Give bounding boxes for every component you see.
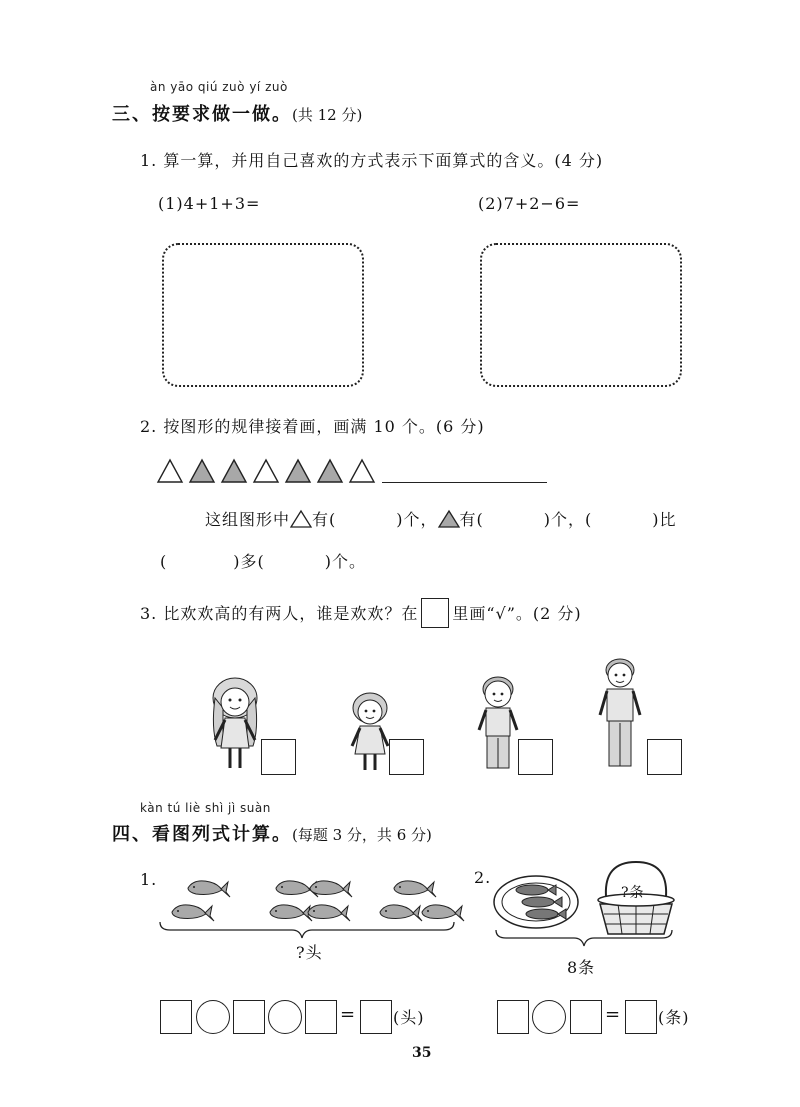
q2-line1-c: )个， xyxy=(396,510,438,529)
eq2-unit: (条) xyxy=(658,1008,690,1027)
q2-line2-c: )个。 xyxy=(324,552,366,571)
white-triangle-icon xyxy=(158,460,182,482)
triangle-pattern xyxy=(158,458,388,484)
q3-text-a: 3. 比欢欢高的有两人，谁是欢欢？在 xyxy=(140,604,419,623)
checkbox-girl-2[interactable] xyxy=(389,739,424,775)
whale-icon xyxy=(394,881,436,897)
white-triangle-icon xyxy=(254,460,278,482)
q2-line1-d: 有( xyxy=(459,510,484,529)
q1-expr2: (2)7+2−6= xyxy=(478,194,581,213)
eq1-operator-1[interactable] xyxy=(196,1000,230,1034)
whale-icon xyxy=(270,905,312,921)
q3-text xyxy=(140,598,582,628)
whale-icon xyxy=(380,905,422,921)
eq1-operator-2[interactable] xyxy=(268,1000,302,1034)
section3-title: 三、按要求做一做。 xyxy=(112,104,292,125)
boy-tall-figure xyxy=(595,655,645,775)
draw-line[interactable] xyxy=(382,482,547,483)
q2-line2-a: ( xyxy=(160,552,168,571)
gray-triangle-icon xyxy=(286,460,310,482)
q1-text: 1. 算一算，并用自己喜欢的方式表示下面算式的含义。(4 分) xyxy=(140,151,604,170)
eq1-box-3[interactable] xyxy=(305,1000,337,1034)
answer-box-2[interactable] xyxy=(480,243,682,387)
white-triangle-icon xyxy=(290,510,312,528)
page-number: 35 xyxy=(412,1045,432,1061)
section3-score: (共 12 分) xyxy=(292,106,363,124)
gray-triangle-icon xyxy=(190,460,214,482)
eq2-equals: = xyxy=(605,1004,622,1025)
checkbox-girl-1[interactable] xyxy=(261,739,296,775)
eq1-box-1[interactable] xyxy=(160,1000,192,1034)
p1-number: 1. xyxy=(140,870,158,889)
p1-brace xyxy=(160,922,454,938)
whale-icon xyxy=(422,905,464,921)
white-triangle-icon xyxy=(350,460,374,482)
girl-long-hair-figure xyxy=(205,668,265,778)
girl-short-hair-figure xyxy=(345,688,395,778)
p2-number: 2. xyxy=(474,868,492,887)
q2-line1 xyxy=(205,507,677,530)
eq1-box-2[interactable] xyxy=(233,1000,265,1034)
q3-text-b: 里画“√”。(2 分) xyxy=(452,604,582,623)
q2-line1-e: )个，( xyxy=(543,510,593,529)
eq2-box-1[interactable] xyxy=(497,1000,529,1034)
section3-heading xyxy=(112,100,362,126)
checkbox-boy-1[interactable] xyxy=(518,739,553,775)
q2-line1-f: )比 xyxy=(652,510,677,529)
eq2-box-2[interactable] xyxy=(570,1000,602,1034)
eq1-unit: (头) xyxy=(393,1008,425,1027)
section4-score: (每题 3 分，共 6 分) xyxy=(292,826,432,844)
q2-line1-a: 这组图形中 xyxy=(205,510,291,529)
gray-triangle-icon xyxy=(222,460,246,482)
q2-line2-b: )多( xyxy=(233,552,265,571)
boy-short-figure xyxy=(473,672,523,777)
section4-pinyin: kàn tú liè shì jì suàn xyxy=(140,801,271,815)
q2-line1-b: 有( xyxy=(312,510,337,529)
q2-line2 xyxy=(160,549,366,572)
section3-pinyin: àn yāo qiú zuò yí zuò xyxy=(150,80,288,94)
checkbox-boy-2[interactable] xyxy=(647,739,682,775)
eq1-equals: = xyxy=(340,1004,357,1025)
p1-brace-label: ?头 xyxy=(296,943,323,962)
q1-expr1: (1)4+1+3= xyxy=(158,194,261,213)
answer-box-1[interactable] xyxy=(162,243,364,387)
section4-heading xyxy=(112,820,432,846)
p2-brace xyxy=(494,928,674,948)
gray-triangle-icon xyxy=(318,460,342,482)
inline-checkbox-sample xyxy=(421,598,449,628)
p2-basket-label: ?条 xyxy=(621,885,645,901)
eq2-operator[interactable] xyxy=(532,1000,566,1034)
p2-brace-label: 8条 xyxy=(567,958,596,977)
section4-title: 四、看图列式计算。 xyxy=(112,824,292,845)
whale-icon xyxy=(308,905,350,921)
eq1-result[interactable] xyxy=(360,1000,392,1034)
q2-text: 2. 按图形的规律接着画，画满 10 个。(6 分) xyxy=(140,417,485,436)
whale-icon xyxy=(188,881,230,897)
gray-triangle-icon xyxy=(438,510,460,528)
whale-icon xyxy=(172,905,214,921)
eq2-result[interactable] xyxy=(625,1000,657,1034)
